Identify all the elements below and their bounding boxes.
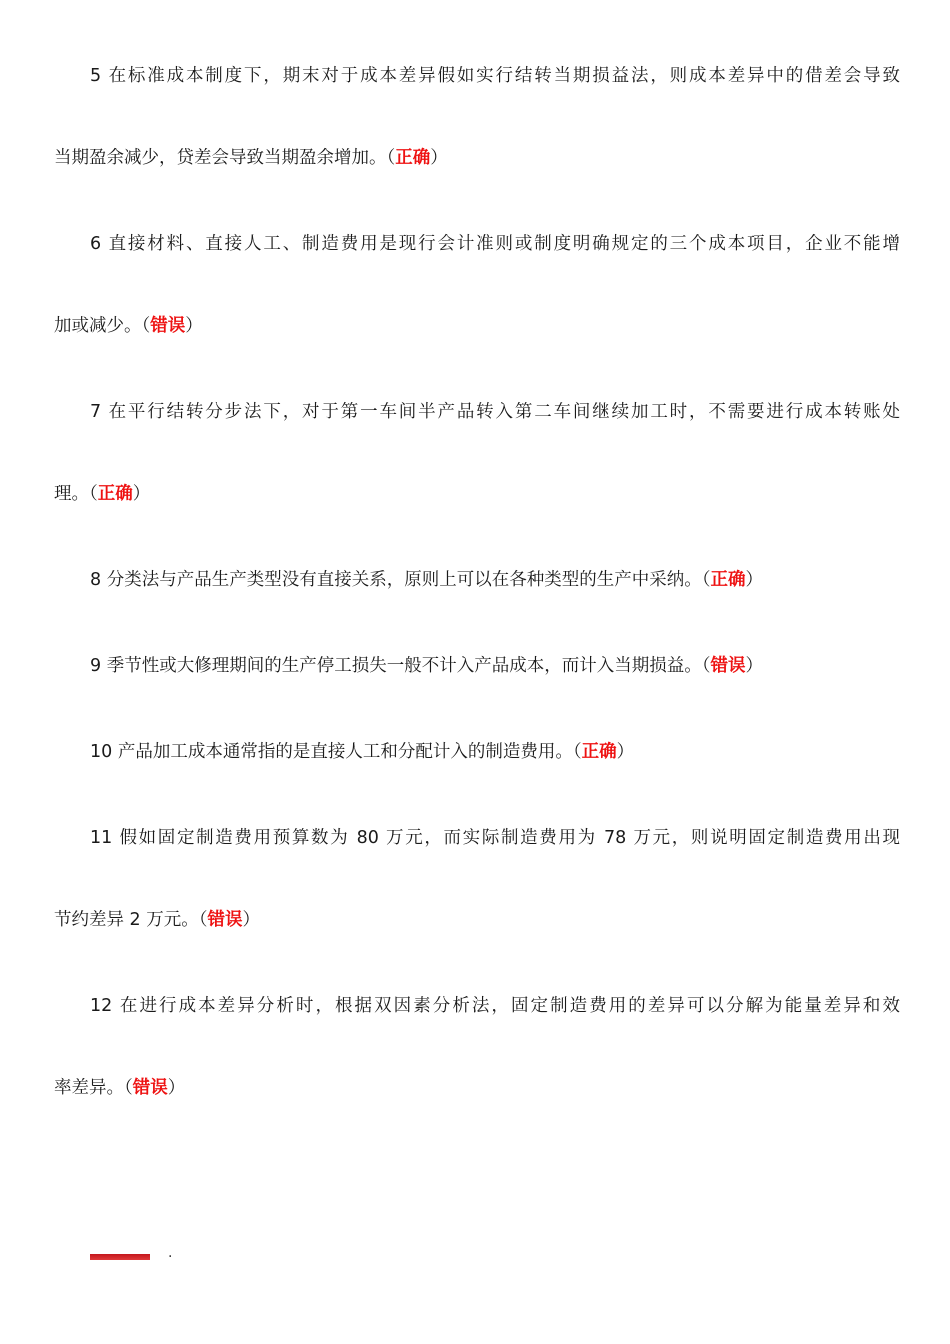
answer-correct: 正确 — [395, 148, 431, 168]
footer-red-bar — [90, 1254, 150, 1260]
question-text: 在标准成本制度下，期末对于成本差异假如实行结转当期损益法，则成本差异中的借差会导致 — [108, 66, 900, 86]
question-number: 6 — [90, 234, 102, 254]
question-12-line-1 — [90, 994, 900, 1018]
question-11-line-1 — [90, 826, 900, 850]
question-6-line-1 — [90, 232, 900, 256]
question-text: 当期盈余减少，贷差会导致当期盈余增加。 — [54, 148, 387, 168]
question-text: 季节性或大修理期间的生产停工损失一般不计入产品成本，而计入当期损益。 — [106, 656, 702, 676]
question-9-line-1: 9 季节性或大修理期间的生产停工损失一般不计入产品成本，而计入当期损益。（错误） — [90, 656, 763, 676]
question-text: 加或减少。 — [54, 316, 142, 336]
question-number: 5 — [90, 66, 102, 86]
answer-wrong: 错误 — [150, 316, 186, 336]
question-number: 10 — [90, 742, 113, 762]
answer-correct: 正确 — [581, 742, 617, 762]
question-text: 直接材料、直接人工、制造费用是现行会计准则或制度明确规定的三个成本项目，企业不能增 — [108, 234, 900, 254]
question-number: 12 — [90, 996, 113, 1016]
answer-correct: 正确 — [710, 570, 746, 590]
question-6-line-2: 加或减少。（错误） — [54, 316, 203, 336]
question-text: 在平行结转分步法下，对于第一车间半产品转入第二车间继续加工时，不需要进行成本转账处 — [108, 402, 900, 422]
answer-wrong: 错误 — [132, 1078, 168, 1098]
question-text: 在进行成本差异分析时，根据双因素分析法，固定制造费用的差异可以分解为能量差异和效 — [119, 996, 900, 1016]
question-text: 理。 — [54, 484, 89, 504]
question-7-line-2: 理。（正确） — [54, 484, 151, 504]
question-number: 9 — [90, 656, 102, 676]
question-text: 假如固定制造费用预算数为 80 万元，而实际制造费用为 78 万元，则说明固定制造费用出现 — [119, 828, 900, 848]
question-5-line-1 — [90, 64, 900, 88]
question-5-line-2: 当期盈余减少，贷差会导致当期盈余增加。（正确） — [54, 148, 448, 168]
question-number: 11 — [90, 828, 113, 848]
question-12-line-2: 率差异。（错误） — [54, 1078, 186, 1098]
question-7-line-1 — [90, 400, 900, 424]
question-text: 分类法与产品生产类型没有直接关系，原则上可以在各种类型的生产中采纳。 — [106, 570, 702, 590]
footer-dot: . — [168, 1245, 173, 1261]
question-number: 8 — [90, 570, 102, 590]
question-8-line-1: 8 分类法与产品生产类型没有直接关系，原则上可以在各种类型的生产中采纳。（正确） — [90, 570, 763, 590]
question-11-line-2: 节约差异 2 万元。（错误） — [54, 910, 261, 930]
answer-wrong: 错误 — [207, 910, 243, 930]
answer-wrong: 错误 — [710, 656, 746, 676]
question-text: 率差异。 — [54, 1078, 124, 1098]
answer-correct: 正确 — [97, 484, 133, 504]
question-10-line-1: 10 产品加工成本通常指的是直接人工和分配计入的制造费用。（正确） — [90, 742, 635, 762]
question-text: 节约差异 2 万元。 — [54, 910, 199, 930]
question-text: 产品加工成本通常指的是直接人工和分配计入的制造费用。 — [117, 742, 573, 762]
question-number: 7 — [90, 402, 102, 422]
